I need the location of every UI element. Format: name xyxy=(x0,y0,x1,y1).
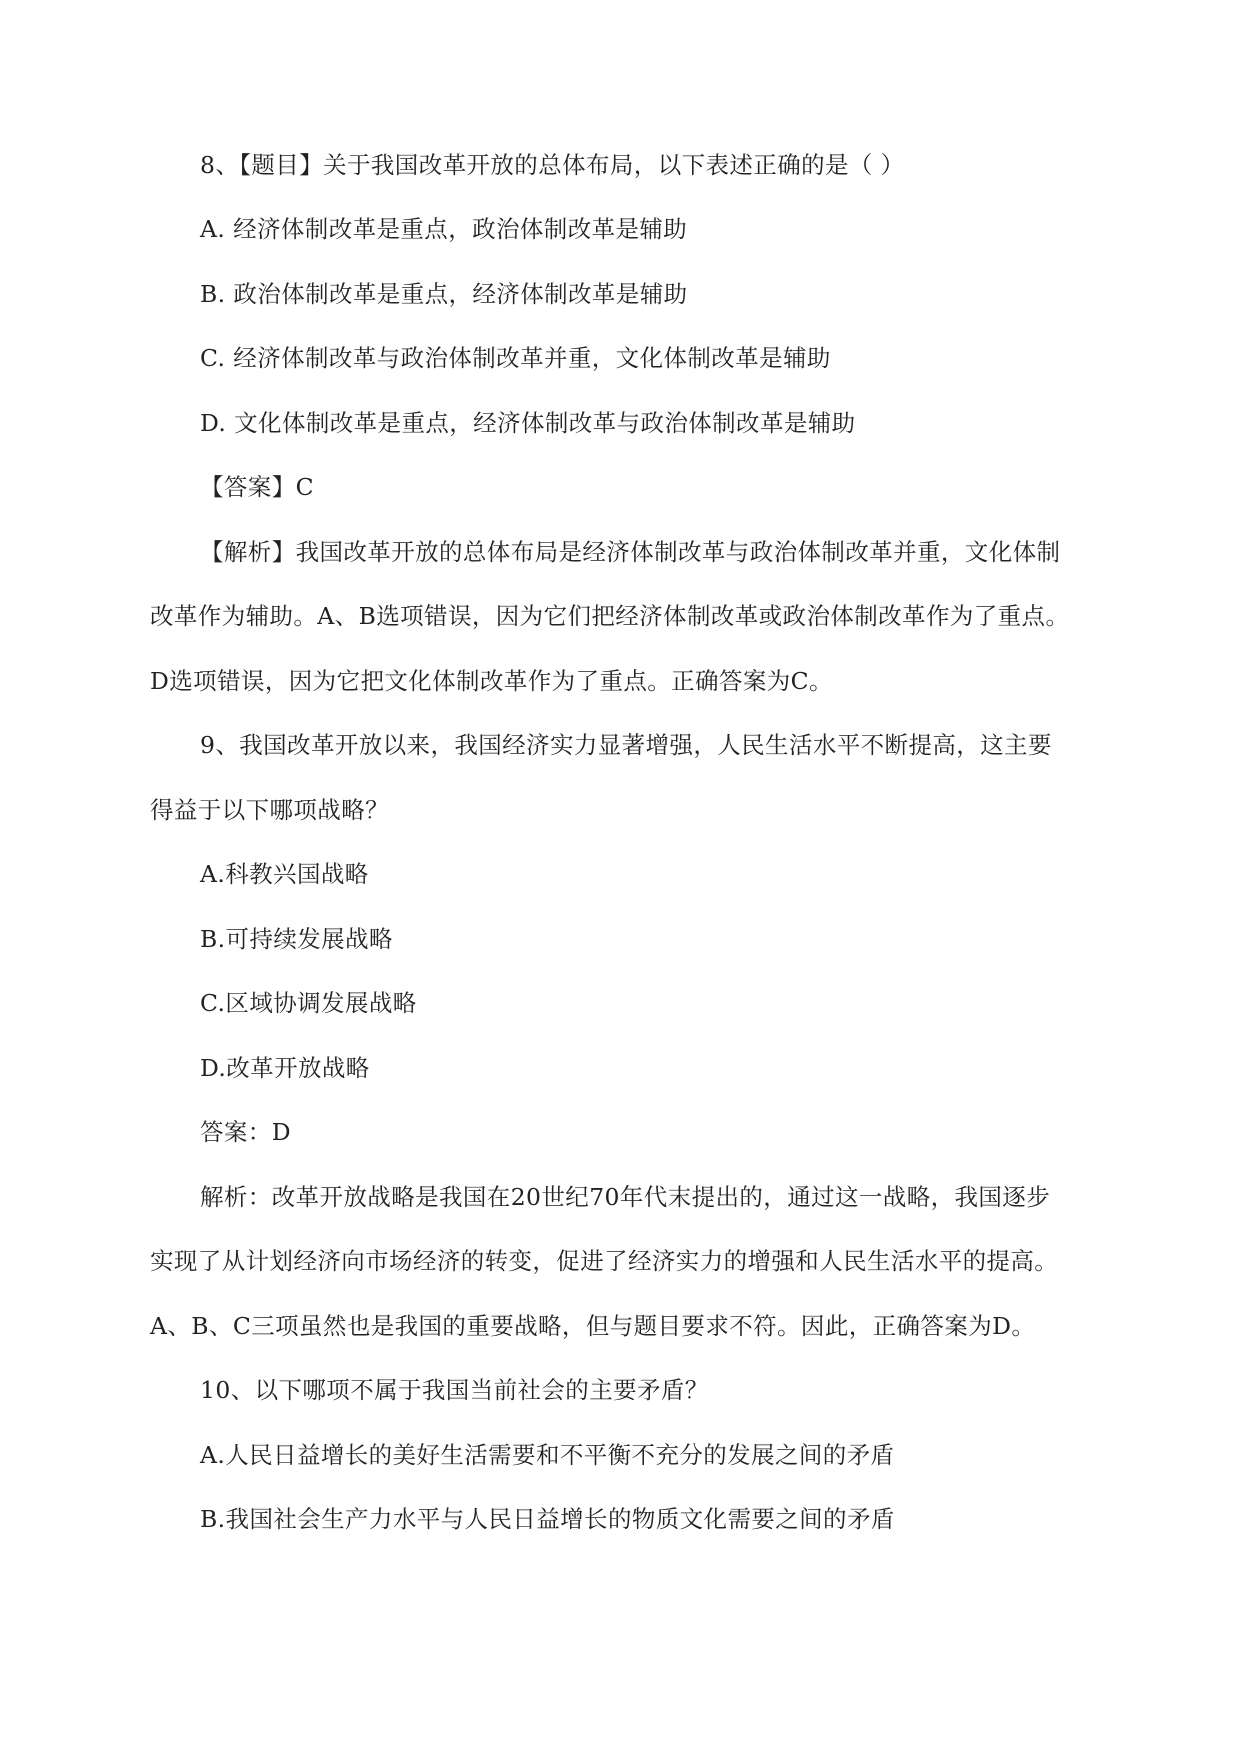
q8-answer: 【答案】C xyxy=(200,473,314,501)
q9-stem-line-2: 得益于以下哪项战略？ xyxy=(150,796,389,824)
q8-option-d: D. 文化体制改革是重点，经济体制改革与政治体制改革是辅助 xyxy=(200,409,856,437)
q9-option-d: D.改革开放战略 xyxy=(200,1054,370,1082)
q8-option-b: B. 政治体制改革是重点，经济体制改革是辅助 xyxy=(200,280,688,308)
q10-option-b: B.我国社会生产力水平与人民日益增长的物质文化需要之间的矛盾 xyxy=(200,1505,895,1533)
q9-option-a: A.科教兴国战略 xyxy=(200,860,369,888)
q9-analysis-line-2: 实现了从计划经济向市场经济的转变，促进了经济实力的增强和人民生活水平的提高。 xyxy=(150,1247,1059,1275)
q8-option-a: A. 经济体制改革是重点，政治体制改革是辅助 xyxy=(200,215,688,243)
q9-analysis-line-3: A、B、C三项虽然也是我国的重要战略，但与题目要求不符。因此，正确答案为D。 xyxy=(150,1312,1036,1340)
q9-stem-line-1: 9、我国改革开放以来，我国经济实力显著增强，人民生活水平不断提高，这主要 xyxy=(200,731,1052,759)
q8-analysis-line-3: D选项错误，因为它把文化体制改革作为了重点。正确答案为C。 xyxy=(150,667,833,695)
q9-analysis-line-1: 解析：改革开放战略是我国在20世纪70年代末提出的，通过这一战略，我国逐步 xyxy=(200,1183,1051,1211)
q9-option-b: B.可持续发展战略 xyxy=(200,925,393,953)
q10-stem: 10、以下哪项不属于我国当前社会的主要矛盾？ xyxy=(200,1376,709,1404)
q9-option-c: C.区域协调发展战略 xyxy=(200,989,417,1017)
q8-option-c: C. 经济体制改革与政治体制改革并重，文化体制改革是辅助 xyxy=(200,344,831,372)
q10-option-a: A.人民日益增长的美好生活需要和不平衡不充分的发展之间的矛盾 xyxy=(200,1441,895,1469)
q8-analysis-line-1: 【解析】我国改革开放的总体布局是经济体制改革与政治体制改革并重，文化体制 xyxy=(200,538,1061,566)
q8-analysis-line-2: 改革作为辅助。A、B选项错误，因为它们把经济体制改革或政治体制改革作为了重点。 xyxy=(150,602,1070,630)
q8-stem: 8、【题目】关于我国改革开放的总体布局，以下表述正确的是（ ） xyxy=(200,151,905,179)
q9-answer: 答案：D xyxy=(200,1118,291,1146)
